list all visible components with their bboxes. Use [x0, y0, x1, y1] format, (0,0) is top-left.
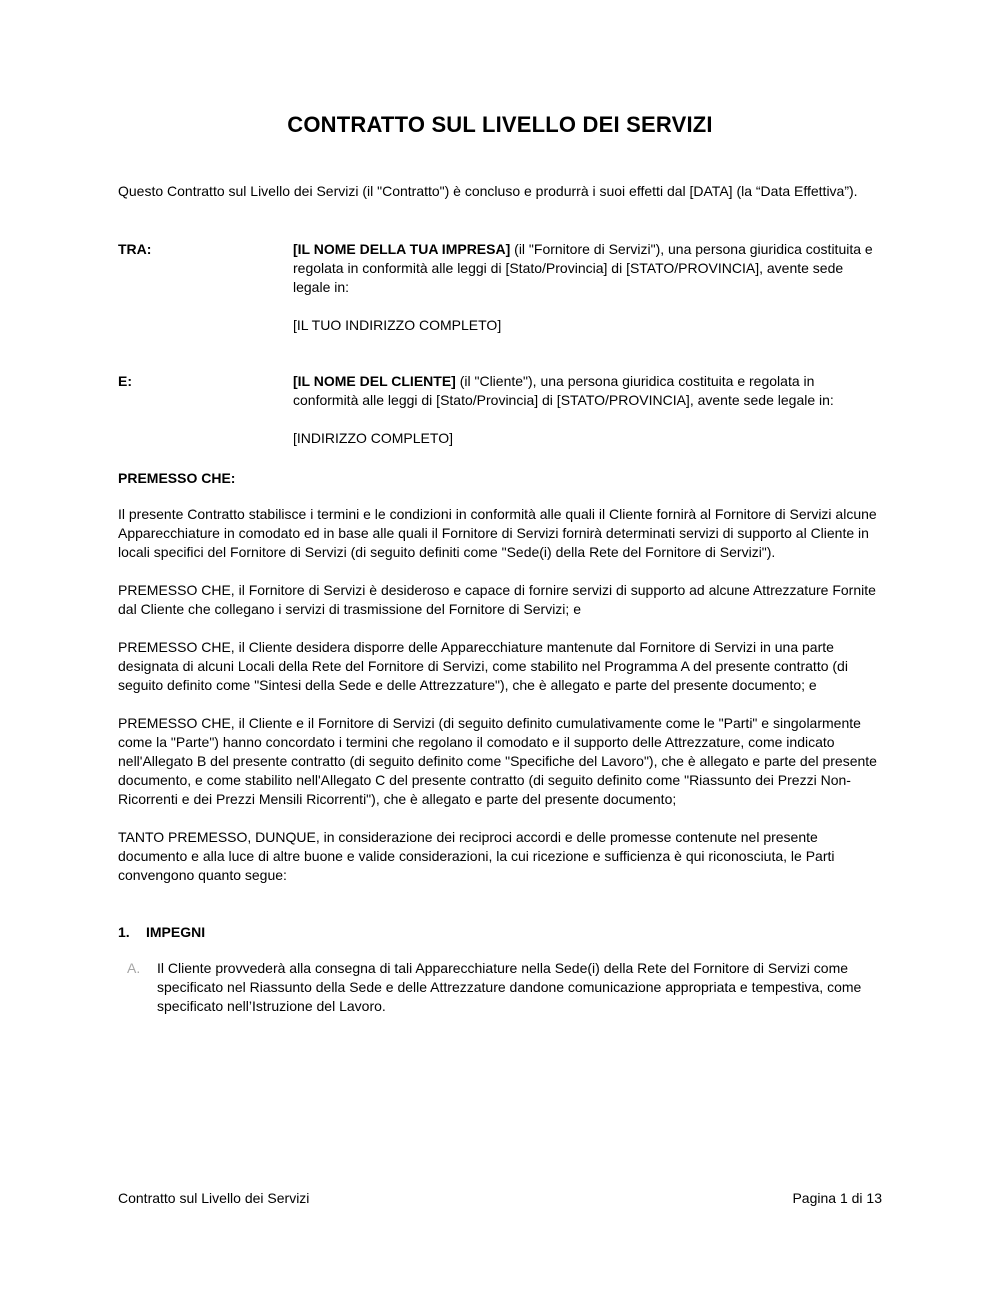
- party-name-placeholder-e: [IL NOME DEL CLIENTE]: [293, 373, 456, 389]
- recital-paragraph-5: TANTO PREMESSO, DUNQUE, in considerazione dei reciproci accordi e delle promesse contenute nel presente documento e alla luce di altre buone e valide considerazioni, la cui ricezione e sufficienza è qui riconosciuta, le Parti convengono quanto segue:: [118, 829, 835, 883]
- page-footer: [118, 1189, 882, 1208]
- party-name-placeholder-tra: [IL NOME DELLA TUA IMPRESA]: [293, 241, 511, 257]
- party-description-text-tra: (il "Fornitore di Servizi"), una persona giuridica costituita e regolata in conformità alle leggi di [Stato/Provincia] di [STATO/PROVINCIA], avente sede legale in:: [293, 241, 873, 295]
- list-item-a: [127, 959, 882, 1016]
- party-label-e: E:: [118, 373, 132, 389]
- recital-paragraph-3: PREMESSO CHE, il Cliente desidera disporre delle Apparecchiature mantenute dal Fornitore di Servizi in una parte designata di alcuni Locali della Rete del Fornitore di Servizi, come stabilito nel Programma A del presente contratto (di seguito definito come "Sintesi della Sede e delle Attrezzature"), che è allegato e parte del presente documento; e: [118, 639, 848, 693]
- recital-paragraph-4: PREMESSO CHE, il Cliente e il Fornitore di Servizi (di seguito definito cumulativamente come le "Parti" e singolarmente come la "Parte") hanno concordato i termini che regolano il comodato e il supporto delle Attrezzature, come indicato nell'Allegato B del presente contratto (di seguito definito come "Specifiche del Lavoro"), che è allegato e parte del presente documento, e come stabilito nell'Allegato C del presente contratto (di seguito definito come "Riassunto dei Prezzi Non-Ricorrenti e dei Prezzi Mensili Ricorrenti"), che è allegato e parte del presente documento;: [118, 715, 877, 807]
- section-number: 1.: [118, 924, 130, 940]
- section-title: IMPEGNI: [146, 924, 206, 940]
- party-description-tra: [293, 240, 882, 297]
- item-letter-a: A.: [127, 960, 141, 976]
- footer-page-number: Pagina 1 di 13: [792, 1190, 882, 1206]
- party-address-tra: [IL TUO INDIRIZZO COMPLETO]: [293, 317, 502, 333]
- page-title: CONTRATTO SUL LIVELLO DEI SERVIZI: [287, 112, 713, 137]
- recital-paragraph-1: Il presente Contratto stabilisce i termini e le condizioni in conformità alle quali il Cliente fornirà al Fornitore di Servizi alcune Apparecchiature in comodato ed in base alle quali il Fornitore di Servizi fornirà determinati servizi di supporto al Cliente in locali specifici del Fornitore di Servizi (di seguito definiti come "Sede(i) della Rete del Fornitore di Servizi").: [118, 506, 877, 560]
- intro-paragraph: Questo Contratto sul Livello dei Servizi (il "Contratto") è concluso e produrrà i suoi effetti dal [DATA] (la “Data Effettiva”).: [118, 183, 858, 199]
- party-description-e: [293, 372, 882, 410]
- footer-document-title: Contratto sul Livello dei Servizi: [118, 1190, 310, 1206]
- premesso-heading: PREMESSO CHE:: [118, 470, 236, 486]
- party-body-e: [293, 372, 882, 448]
- document-content: [0, 112, 1000, 1016]
- party-body-tra: [293, 240, 882, 335]
- item-text-a: Il Cliente provvederà alla consegna di tali Apparecchiature nella Sede(i) della Rete del Fornitore di Servizi come specificato nel Riassunto della Sede e delle Attrezzature dandone comunicazione appropriata e tempestiva, come specificato nell’Istruzione del Lavoro.: [157, 960, 862, 1014]
- party-address-e: [INDIRIZZO COMPLETO]: [293, 430, 453, 446]
- section-heading-impegni: [118, 923, 882, 942]
- recital-paragraph-2: PREMESSO CHE, il Fornitore di Servizi è desideroso e capace di fornire servizi di supporto ad alcune Attrezzature Fornite dal Cliente che collegano i servizi di trasmissione del Fornitore di Servizi; e: [118, 582, 876, 617]
- party-label-tra: TRA:: [118, 241, 152, 257]
- party-row-tra: [118, 240, 882, 335]
- party-description-text-e: (il "Cliente"), una persona giuridica costituita e regolata in conformità alle leggi di [Stato/Provincia] di [STATO/PROVINCIA], avente sede legale in:: [293, 373, 834, 408]
- party-row-e: [118, 372, 882, 448]
